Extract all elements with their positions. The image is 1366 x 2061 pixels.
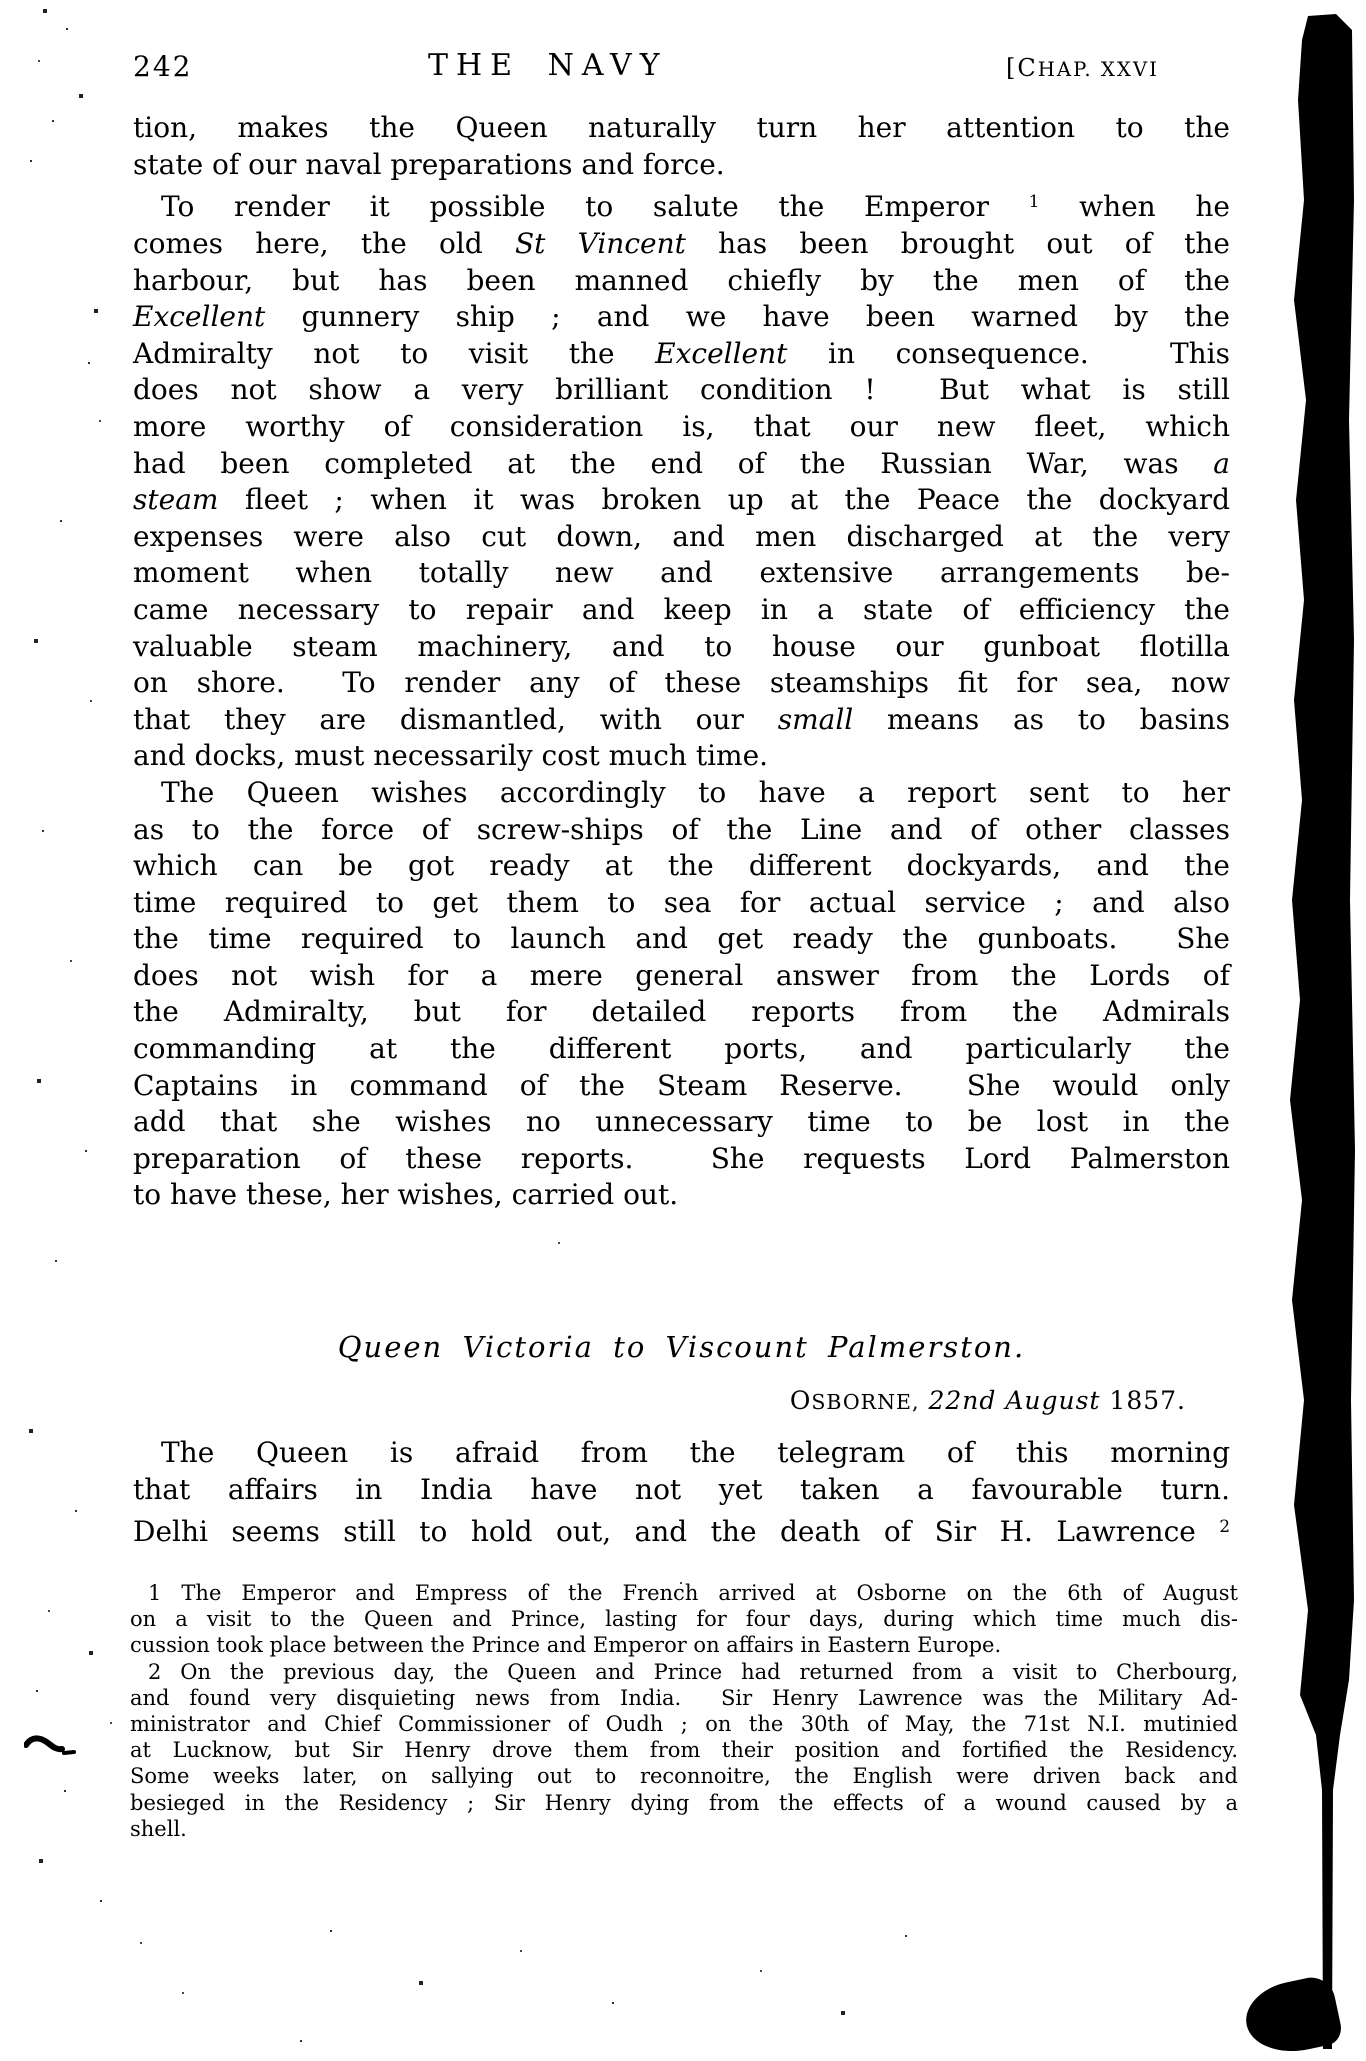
text-segment: Delhi seems still to hold out, and the death of Sir H. Lawrence (133, 1515, 1220, 1549)
text-segment: 2 On the previous day, the Queen and Prince had returned from a visit to Cherbourg, (148, 1659, 1238, 1684)
text-segment: in consequence. This (787, 336, 1230, 370)
letter-dateline (133, 1386, 1230, 1415)
body-paragraph (133, 110, 1230, 183)
scan-noise-specks (0, 0, 2, 2)
text-line (130, 1763, 1238, 1789)
footnote (130, 1659, 1238, 1842)
text-line (133, 702, 1230, 739)
text-line (130, 1737, 1238, 1763)
text-line (130, 1632, 1238, 1658)
chapter-reference (1006, 54, 1159, 82)
text-segment: 1857. (1100, 1386, 1186, 1415)
text-line (133, 1031, 1230, 1068)
text-segment: which can be got ready at the different dockyards, and the (133, 849, 1230, 883)
scan-ink-squiggle (24, 1732, 76, 1764)
text-line (130, 1816, 1238, 1842)
body-paragraph (133, 183, 1230, 775)
text-line (133, 147, 1230, 184)
text-line (133, 336, 1230, 373)
text-segment: preparation of these reports. She requests Lord Palmerston (133, 1141, 1230, 1175)
text-segment: Some weeks later, on sallying out to reconnoitre, the English were driven back and (130, 1764, 1238, 1789)
footnotes (130, 1580, 1238, 1842)
text-line (133, 446, 1230, 483)
text-segment: came necessary to repair and keep in a state of efficiency the (133, 592, 1230, 626)
text-segment: fleet ; when it was broken up at the Peace the dockyard (218, 483, 1230, 517)
text-segment: gunnery ship ; and we have been warned by the (265, 300, 1230, 334)
text-segment: SBORNE, (811, 1390, 920, 1414)
scan-gutter-shadow (1286, 0, 1366, 2049)
text-segment: expenses were also cut down, and men discharged at the very (133, 519, 1230, 553)
text-segment: small (777, 702, 854, 736)
text-line (133, 263, 1230, 300)
text-line (133, 409, 1230, 446)
text-segment: has been brought out of the (685, 227, 1230, 261)
text-segment: comes here, the old (133, 227, 515, 261)
text-segment: that they are dismantled, with our (133, 702, 778, 736)
text-segment: time required to get them to sea for actual service ; and also (133, 885, 1230, 919)
text-line (133, 1104, 1230, 1141)
text-line (130, 1685, 1238, 1711)
footnote (130, 1580, 1238, 1659)
text-segment: does not show a very brilliant condition ! But what is still (133, 373, 1230, 407)
text-segment: HAP. XXVI (1037, 58, 1159, 81)
text-line (133, 110, 1230, 147)
text-line (133, 1141, 1230, 1178)
text-segment: and docks, must necessarily cost much time. (133, 739, 769, 773)
text-segment: Excellent (133, 300, 266, 334)
text-line (133, 775, 1230, 812)
text-line (133, 958, 1230, 995)
text-line (133, 885, 1230, 922)
text-line (133, 482, 1230, 519)
text-line (133, 738, 1230, 775)
text-segment: The Queen is afraid from the telegram of this morning (161, 1436, 1230, 1469)
text-line (133, 226, 1230, 263)
letter-body-text (133, 110, 1230, 1214)
text-segment: that affairs in India have not yet taken a favourable turn. (133, 1473, 1230, 1506)
text-line (133, 629, 1230, 666)
text-segment: Excellent (655, 336, 788, 370)
text-line (133, 921, 1230, 958)
text-segment: 1 The Emperor and Empress of the French arrived at Osborne on the 6th of August (148, 1581, 1238, 1605)
text-segment: a (1213, 446, 1230, 480)
text-segment: O (789, 1386, 812, 1415)
text-segment: Queen Victoria to Viscount Palmerston. (337, 1330, 1026, 1364)
text-segment: tion, makes the Queen naturally turn her attention to the (133, 111, 1230, 144)
text-segment: The Queen wishes accordingly to have a report sent to her (161, 775, 1230, 809)
text-segment: shell. (130, 1816, 187, 1841)
text-line (133, 372, 1230, 409)
text-segment: valuable steam machinery, and to house our gunboat flotilla (133, 629, 1230, 663)
text-segment: the Admiralty, but for detailed reports from the Admirals (133, 995, 1230, 1029)
text-segment: besieged in the Residency ; Sir Henry dying from the effects of a wound caused by a (130, 1790, 1238, 1815)
page-number: 242 (133, 50, 193, 83)
letter-heading (133, 1330, 1230, 1364)
text-segment: when he (1039, 190, 1231, 224)
text-line (133, 555, 1230, 592)
text-segment: steam (133, 483, 219, 517)
text-segment: at Lucknow, but Sir Henry drove them from their position and fortified the Residency. (130, 1738, 1238, 1763)
text-line (133, 665, 1230, 702)
text-segment: add that she wishes no unnecessary time to be lost in the (133, 1105, 1230, 1139)
text-segment: as to the force of screw-ships of the Line and of other classes (133, 812, 1230, 846)
text-segment: more worthy of consideration is, that our new fleet, which (133, 409, 1230, 443)
text-segment: means as to basins (853, 702, 1230, 736)
text-segment: Captains in command of the Steam Reserve. She would only (133, 1068, 1230, 1102)
text-segment: commanding at the different ports, and particularly the (133, 1032, 1230, 1066)
body-paragraph (133, 1434, 1230, 1550)
body-paragraph (133, 775, 1230, 1214)
running-title: THE NAVY (428, 48, 668, 83)
text-line (133, 994, 1230, 1031)
text-segment: 22nd August (928, 1386, 1101, 1415)
text-segment: had been completed at the end of the Russian War, was (133, 446, 1214, 480)
text-segment: the time required to launch and get ready the gunboats. She (133, 922, 1230, 956)
text-line (133, 812, 1230, 849)
text-line (133, 1508, 1230, 1550)
text-segment: Admiralty not to visit the (133, 336, 656, 370)
text-segment: harbour, but has been manned chiefly by the men of the (133, 263, 1230, 297)
text-segment: does not wish for a mere general answer from the Lords of (133, 958, 1230, 992)
text-line (133, 848, 1230, 885)
text-line (130, 1606, 1238, 1632)
text-line (130, 1580, 1238, 1606)
text-segment: ministrator and Chief Commissioner of Oudh ; on the 30th of May, the 71st N.I. mutinied (130, 1712, 1238, 1737)
text-line (133, 1471, 1230, 1508)
text-segment: To render it possible to salute the Emperor (161, 190, 1029, 224)
text-segment: cussion took place between the Prince and Emperor on affairs in Eastern Europe. (130, 1633, 1002, 1658)
text-segment: state of our naval preparations and force. (133, 147, 725, 181)
footnote-marker: 1 (1028, 191, 1040, 212)
text-segment: St Vincent (514, 227, 686, 261)
text-line (133, 183, 1230, 226)
text-segment: moment when totally new and extensive arrangements be- (133, 556, 1230, 590)
text-line (133, 1177, 1230, 1214)
text-line (133, 299, 1230, 336)
text-line (130, 1659, 1238, 1685)
text-line (133, 1434, 1230, 1471)
text-line (130, 1790, 1238, 1816)
footnote-marker: 2 (1219, 1516, 1230, 1536)
text-segment: and found very disquieting news from India. Sir Henry Lawrence was the Military Ad- (130, 1685, 1238, 1710)
text-segment: to have these, her wishes, carried out. (133, 1178, 679, 1212)
text-line (133, 1068, 1230, 1105)
text-segment: on a visit to the Queen and Prince, lasting for four days, during which time much dis- (130, 1607, 1238, 1632)
text-line (133, 519, 1230, 556)
text-line (133, 592, 1230, 629)
text-segment: [C (1006, 54, 1038, 82)
letter2-body-text (133, 1434, 1230, 1550)
text-line (130, 1711, 1238, 1737)
text-segment: on shore. To render any of these steamships fit for sea, now (133, 666, 1230, 700)
